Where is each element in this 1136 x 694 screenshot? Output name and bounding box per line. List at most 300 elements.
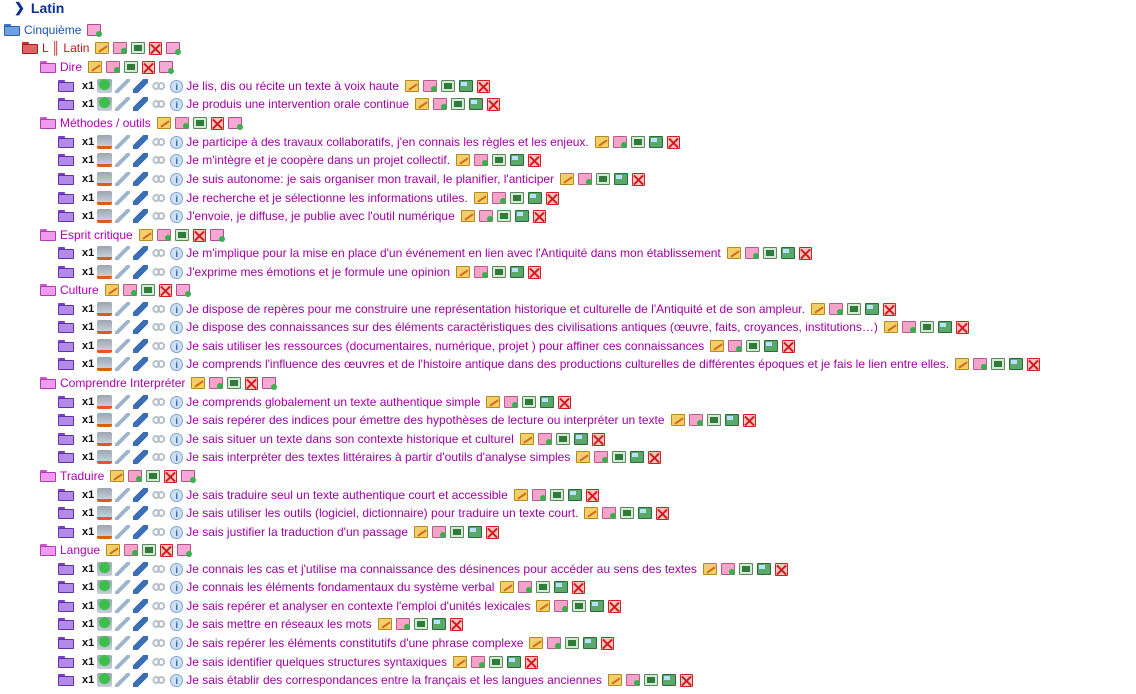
- info-icon[interactable]: i: [170, 526, 183, 539]
- item-label[interactable]: Je sais situer un texte dans son contexte historique et culturel: [186, 432, 514, 446]
- notes-icon[interactable]: [441, 80, 455, 92]
- delete-icon[interactable]: [1027, 358, 1040, 371]
- add-document-icon[interactable]: [613, 136, 627, 148]
- edit-icon[interactable]: [560, 173, 574, 185]
- node-label[interactable]: Traduire: [60, 469, 105, 483]
- add-document-icon[interactable]: [471, 656, 485, 668]
- add-document-icon[interactable]: [721, 563, 735, 575]
- delete-icon[interactable]: [149, 42, 162, 55]
- image-icon[interactable]: [1009, 358, 1023, 370]
- tree-node-11[interactable]: [40, 226, 224, 244]
- basket-icon[interactable]: [97, 172, 112, 186]
- image-icon[interactable]: [638, 507, 652, 519]
- info-icon[interactable]: i: [170, 154, 183, 167]
- pen-icon[interactable]: [133, 562, 148, 576]
- image-icon[interactable]: [469, 98, 483, 110]
- info-icon[interactable]: i: [170, 98, 183, 111]
- info-icon[interactable]: i: [170, 210, 183, 223]
- delete-icon[interactable]: [667, 136, 680, 149]
- edit-icon[interactable]: [191, 377, 205, 389]
- image-icon[interactable]: [510, 266, 524, 278]
- basket-icon[interactable]: [97, 432, 112, 446]
- delete-icon[interactable]: [193, 229, 206, 242]
- add-folder-icon[interactable]: [159, 61, 173, 73]
- info-icon[interactable]: i: [170, 489, 183, 502]
- competency-item[interactable]: [58, 393, 571, 411]
- pen-icon[interactable]: [133, 488, 148, 502]
- link-icon[interactable]: [151, 265, 166, 279]
- basket-icon[interactable]: [97, 357, 112, 371]
- info-icon[interactable]: i: [170, 414, 183, 427]
- notes-icon[interactable]: [920, 321, 934, 333]
- image-icon[interactable]: [865, 303, 879, 315]
- delete-icon[interactable]: [608, 600, 621, 613]
- pen-icon[interactable]: [133, 617, 148, 631]
- link-icon[interactable]: [151, 599, 166, 613]
- delete-icon[interactable]: [648, 451, 661, 464]
- image-icon[interactable]: [764, 340, 778, 352]
- item-label[interactable]: Je sais utiliser les outils (logiciel, dictionnaire) pour traduire un texte court.: [186, 506, 579, 520]
- link-icon[interactable]: [151, 97, 166, 111]
- tree-node-14[interactable]: [40, 281, 190, 299]
- image-icon[interactable]: [757, 563, 771, 575]
- image-icon[interactable]: [781, 247, 795, 259]
- pencil-icon[interactable]: [115, 432, 130, 446]
- delete-icon[interactable]: [586, 489, 599, 502]
- notes-icon[interactable]: [612, 451, 626, 463]
- edit-icon[interactable]: [95, 42, 109, 54]
- basket-icon[interactable]: [97, 153, 112, 167]
- link-icon[interactable]: [151, 79, 166, 93]
- item-label[interactable]: Je sais identifier quelques structures syntaxiques: [186, 655, 448, 669]
- notes-icon[interactable]: [131, 42, 145, 54]
- add-document-icon[interactable]: [492, 192, 506, 204]
- item-label[interactable]: Je sais établir des correspondances entre la français et les langues anciennes: [186, 673, 602, 687]
- item-label[interactable]: Je sais repérer les éléments constitutifs d'une phrase complexe: [186, 636, 524, 650]
- add-document-icon[interactable]: [829, 303, 843, 315]
- item-label[interactable]: Je sais repérer et analyser en contexte l'emploi d'unités lexicales: [186, 599, 531, 613]
- image-icon[interactable]: [630, 451, 644, 463]
- item-label[interactable]: Je sais traduire seul un texte authentique court et accessible: [186, 488, 508, 502]
- basket-icon[interactable]: [97, 320, 112, 334]
- notes-icon[interactable]: [991, 358, 1005, 370]
- basket-icon[interactable]: [97, 339, 112, 353]
- delete-icon[interactable]: [656, 507, 669, 520]
- add-document-icon[interactable]: [602, 507, 616, 519]
- add-document-icon[interactable]: [113, 42, 127, 54]
- notes-icon[interactable]: [739, 563, 753, 575]
- pencil-icon[interactable]: [115, 320, 130, 334]
- link-icon[interactable]: [151, 636, 166, 650]
- competency-item[interactable]: [58, 615, 463, 633]
- info-icon[interactable]: i: [170, 136, 183, 149]
- basket-icon[interactable]: [97, 525, 112, 539]
- pen-icon[interactable]: [133, 246, 148, 260]
- pen-icon[interactable]: [133, 320, 148, 334]
- info-icon[interactable]: i: [170, 80, 183, 93]
- pen-icon[interactable]: [133, 432, 148, 446]
- add-document-icon[interactable]: [474, 266, 488, 278]
- delete-icon[interactable]: [799, 247, 812, 260]
- delete-icon[interactable]: [601, 637, 614, 650]
- add-document-icon[interactable]: [594, 451, 608, 463]
- add-document-icon[interactable]: [128, 470, 142, 482]
- notes-icon[interactable]: [620, 507, 634, 519]
- add-document-icon[interactable]: [209, 377, 223, 389]
- pen-icon[interactable]: [133, 655, 148, 669]
- pencil-icon[interactable]: [115, 153, 130, 167]
- add-folder-icon[interactable]: [228, 117, 242, 129]
- delete-icon[interactable]: [775, 563, 788, 576]
- info-icon[interactable]: i: [170, 303, 183, 316]
- pencil-icon[interactable]: [115, 562, 130, 576]
- competency-item[interactable]: [58, 634, 614, 652]
- edit-icon[interactable]: [88, 61, 102, 73]
- link-icon[interactable]: [151, 172, 166, 186]
- notes-icon[interactable]: [536, 581, 550, 593]
- add-document-icon[interactable]: [554, 600, 568, 612]
- link-icon[interactable]: [151, 209, 166, 223]
- pencil-icon[interactable]: [115, 450, 130, 464]
- edit-icon[interactable]: [106, 544, 120, 556]
- download-icon[interactable]: [97, 562, 112, 576]
- pencil-icon[interactable]: [115, 413, 130, 427]
- competency-item[interactable]: [58, 337, 795, 355]
- delete-icon[interactable]: [782, 340, 795, 353]
- competency-item[interactable]: [58, 671, 693, 689]
- item-label[interactable]: Je sais utiliser les ressources (documentaires, numérique, projet ) pour affiner ces connaissances: [186, 339, 705, 353]
- notes-icon[interactable]: [142, 544, 156, 556]
- competency-item[interactable]: [58, 578, 585, 596]
- pencil-icon[interactable]: [115, 395, 130, 409]
- basket-icon[interactable]: [97, 209, 112, 223]
- pencil-icon[interactable]: [115, 135, 130, 149]
- tree-node-5[interactable]: [40, 114, 242, 132]
- image-icon[interactable]: [515, 210, 529, 222]
- competency-item[interactable]: [58, 263, 541, 281]
- delete-icon[interactable]: [160, 544, 173, 557]
- edit-icon[interactable]: [584, 507, 598, 519]
- pencil-icon[interactable]: [115, 302, 130, 316]
- competency-item[interactable]: [58, 560, 788, 578]
- item-label[interactable]: Je m'intègre et je coopère dans un projet collectif.: [186, 153, 451, 167]
- pen-icon[interactable]: [133, 339, 148, 353]
- delete-icon[interactable]: [486, 526, 499, 539]
- pen-icon[interactable]: [133, 191, 148, 205]
- delete-icon[interactable]: [477, 80, 490, 93]
- competency-item[interactable]: [58, 95, 500, 113]
- add-document-icon[interactable]: [902, 321, 916, 333]
- add-document-icon[interactable]: [728, 340, 742, 352]
- pencil-icon[interactable]: [115, 265, 130, 279]
- edit-icon[interactable]: [608, 674, 622, 686]
- link-icon[interactable]: [151, 432, 166, 446]
- pen-icon[interactable]: [133, 302, 148, 316]
- basket-icon[interactable]: [97, 488, 112, 502]
- delete-icon[interactable]: [528, 266, 541, 279]
- add-document-icon[interactable]: [479, 210, 493, 222]
- item-label[interactable]: Je lis, dis ou récite un texte à voix haute: [186, 79, 400, 93]
- info-icon[interactable]: i: [170, 433, 183, 446]
- edit-icon[interactable]: [105, 284, 119, 296]
- item-label[interactable]: Je produis une intervention orale continue: [186, 97, 410, 111]
- pen-icon[interactable]: [133, 135, 148, 149]
- pen-icon[interactable]: [133, 580, 148, 594]
- tree-node-19[interactable]: [40, 374, 276, 392]
- item-label[interactable]: Je connais les cas et j'utilise ma connaissance des désinences pour accéder au sens des textes: [186, 562, 697, 576]
- delete-icon[interactable]: [164, 470, 177, 483]
- node-label[interactable]: Cinquième: [24, 23, 82, 37]
- competency-item[interactable]: [58, 318, 969, 336]
- node-label[interactable]: Langue: [60, 543, 101, 557]
- item-label[interactable]: Je participe à des travaux collaboratifs, j'en connais les règles et les enjeux.: [186, 135, 589, 149]
- notes-icon[interactable]: [510, 192, 524, 204]
- item-label[interactable]: Je sais justifier la traduction d'un passage: [186, 525, 408, 539]
- add-document-icon[interactable]: [423, 80, 437, 92]
- add-document-icon[interactable]: [433, 98, 447, 110]
- item-label[interactable]: Je sais repérer des indices pour émettre des hypothèses de lecture ou interpréter un texte: [186, 413, 665, 427]
- pencil-icon[interactable]: [115, 599, 130, 613]
- node-label[interactable]: Méthodes / outils: [60, 116, 151, 130]
- image-icon[interactable]: [554, 581, 568, 593]
- competency-item[interactable]: [58, 411, 756, 429]
- tree-node-28[interactable]: [40, 541, 191, 559]
- pencil-icon[interactable]: [115, 655, 130, 669]
- competency-item[interactable]: [58, 151, 541, 169]
- node-label[interactable]: Dire: [60, 60, 83, 74]
- pencil-icon[interactable]: [115, 673, 130, 687]
- item-label[interactable]: Je sais mettre en réseaux les mots: [186, 617, 372, 631]
- node-label[interactable]: Culture: [60, 283, 99, 297]
- competency-item[interactable]: [58, 133, 680, 151]
- notes-icon[interactable]: [497, 210, 511, 222]
- info-icon[interactable]: i: [170, 266, 183, 279]
- item-label[interactable]: Je sais interpréter des textes littéraires à partir d'outils d'analyse simples: [186, 450, 571, 464]
- edit-icon[interactable]: [520, 433, 534, 445]
- competency-item[interactable]: [58, 300, 896, 318]
- add-document-icon[interactable]: [157, 229, 171, 241]
- edit-icon[interactable]: [456, 266, 470, 278]
- info-icon[interactable]: i: [170, 321, 183, 334]
- item-label[interactable]: Je dispose de repères pour me construire une représentation historique et culturelle de l'Antiquité et de son ampleur.: [186, 302, 805, 316]
- add-folder-icon[interactable]: [87, 24, 101, 36]
- info-icon[interactable]: i: [170, 451, 183, 464]
- competency-item[interactable]: [58, 430, 605, 448]
- notes-icon[interactable]: [450, 526, 464, 538]
- basket-icon[interactable]: [97, 135, 112, 149]
- delete-icon[interactable]: [525, 656, 538, 669]
- add-document-icon[interactable]: [547, 637, 561, 649]
- delete-icon[interactable]: [632, 173, 645, 186]
- notes-icon[interactable]: [522, 396, 536, 408]
- edit-icon[interactable]: [536, 600, 550, 612]
- edit-icon[interactable]: [474, 192, 488, 204]
- pencil-icon[interactable]: [115, 525, 130, 539]
- info-icon[interactable]: i: [170, 396, 183, 409]
- pen-icon[interactable]: [133, 265, 148, 279]
- basket-icon[interactable]: [97, 191, 112, 205]
- add-folder-icon[interactable]: [181, 470, 195, 482]
- info-icon[interactable]: i: [170, 600, 183, 613]
- pencil-icon[interactable]: [115, 580, 130, 594]
- add-folder-icon[interactable]: [176, 284, 190, 296]
- link-icon[interactable]: [151, 191, 166, 205]
- competency-item[interactable]: [58, 244, 812, 262]
- add-document-icon[interactable]: [504, 396, 518, 408]
- edit-icon[interactable]: [486, 396, 500, 408]
- competency-item[interactable]: [58, 653, 538, 671]
- notes-icon[interactable]: [175, 229, 189, 241]
- add-document-icon[interactable]: [396, 618, 410, 630]
- edit-icon[interactable]: [461, 210, 475, 222]
- edit-icon[interactable]: [500, 581, 514, 593]
- edit-icon[interactable]: [884, 321, 898, 333]
- tree-node-1[interactable]: [22, 39, 180, 57]
- add-document-icon[interactable]: [538, 433, 552, 445]
- add-folder-icon[interactable]: [210, 229, 224, 241]
- pencil-icon[interactable]: [115, 339, 130, 353]
- add-document-icon[interactable]: [124, 544, 138, 556]
- info-icon[interactable]: i: [170, 247, 183, 260]
- image-icon[interactable]: [568, 489, 582, 501]
- info-icon[interactable]: i: [170, 173, 183, 186]
- image-icon[interactable]: [468, 526, 482, 538]
- download-icon[interactable]: [97, 97, 112, 111]
- image-icon[interactable]: [583, 637, 597, 649]
- info-icon[interactable]: i: [170, 507, 183, 520]
- edit-icon[interactable]: [453, 656, 467, 668]
- download-icon[interactable]: [97, 673, 112, 687]
- notes-icon[interactable]: [565, 637, 579, 649]
- pencil-icon[interactable]: [115, 357, 130, 371]
- link-icon[interactable]: [151, 320, 166, 334]
- edit-icon[interactable]: [405, 80, 419, 92]
- notes-icon[interactable]: [746, 340, 760, 352]
- delete-icon[interactable]: [142, 61, 155, 74]
- link-icon[interactable]: [151, 673, 166, 687]
- add-document-icon[interactable]: [175, 117, 189, 129]
- competency-item[interactable]: [58, 523, 499, 541]
- add-document-icon[interactable]: [518, 581, 532, 593]
- link-icon[interactable]: [151, 395, 166, 409]
- basket-icon[interactable]: [97, 450, 112, 464]
- competency-item[interactable]: [58, 207, 546, 225]
- pencil-icon[interactable]: [115, 246, 130, 260]
- edit-icon[interactable]: [456, 154, 470, 166]
- edit-icon[interactable]: [378, 618, 392, 630]
- pen-icon[interactable]: [133, 209, 148, 223]
- competency-item[interactable]: [58, 486, 599, 504]
- pencil-icon[interactable]: [115, 617, 130, 631]
- image-icon[interactable]: [540, 396, 554, 408]
- node-label[interactable]: Esprit critique: [60, 228, 133, 242]
- basket-icon[interactable]: [97, 395, 112, 409]
- download-icon[interactable]: [97, 79, 112, 93]
- item-label[interactable]: Je comprends globalement un texte authentique simple: [186, 395, 481, 409]
- info-icon[interactable]: i: [170, 674, 183, 687]
- competency-item[interactable]: [58, 448, 661, 466]
- info-icon[interactable]: i: [170, 637, 183, 650]
- notes-icon[interactable]: [451, 98, 465, 110]
- image-icon[interactable]: [507, 656, 521, 668]
- pen-icon[interactable]: [133, 172, 148, 186]
- link-icon[interactable]: [151, 506, 166, 520]
- image-icon[interactable]: [574, 433, 588, 445]
- delete-icon[interactable]: [592, 433, 605, 446]
- pencil-icon[interactable]: [115, 636, 130, 650]
- notes-icon[interactable]: [763, 247, 777, 259]
- pencil-icon[interactable]: [115, 97, 130, 111]
- delete-icon[interactable]: [883, 303, 896, 316]
- basket-icon[interactable]: [97, 413, 112, 427]
- info-icon[interactable]: i: [170, 656, 183, 669]
- delete-icon[interactable]: [528, 154, 541, 167]
- tree-node-0[interactable]: [4, 21, 101, 39]
- download-icon[interactable]: [97, 617, 112, 631]
- delete-icon[interactable]: [956, 321, 969, 334]
- edit-icon[interactable]: [414, 526, 428, 538]
- delete-icon[interactable]: [487, 98, 500, 111]
- add-document-icon[interactable]: [973, 358, 987, 370]
- image-icon[interactable]: [432, 618, 446, 630]
- image-icon[interactable]: [614, 173, 628, 185]
- basket-icon[interactable]: [97, 246, 112, 260]
- image-icon[interactable]: [590, 600, 604, 612]
- pencil-icon[interactable]: [115, 172, 130, 186]
- notes-icon[interactable]: [193, 117, 207, 129]
- link-icon[interactable]: [151, 413, 166, 427]
- item-label[interactable]: J'envoie, je diffuse, je publie avec l'outil numérique: [186, 209, 455, 223]
- competency-item[interactable]: [58, 77, 490, 95]
- add-document-icon[interactable]: [123, 284, 137, 296]
- pencil-icon[interactable]: [115, 506, 130, 520]
- edit-icon[interactable]: [576, 451, 590, 463]
- info-icon[interactable]: i: [170, 340, 183, 353]
- link-icon[interactable]: [151, 562, 166, 576]
- info-icon[interactable]: i: [170, 563, 183, 576]
- link-icon[interactable]: [151, 450, 166, 464]
- edit-icon[interactable]: [671, 414, 685, 426]
- basket-icon[interactable]: [97, 265, 112, 279]
- edit-icon[interactable]: [415, 98, 429, 110]
- item-label[interactable]: Je comprends l'influence des œuvres et de l'histoire antique dans des productions culturelles de différentes époques et je fais le lien entre elles.: [186, 357, 950, 371]
- info-icon[interactable]: i: [170, 358, 183, 371]
- link-icon[interactable]: [151, 246, 166, 260]
- download-icon[interactable]: [97, 655, 112, 669]
- pencil-icon[interactable]: [115, 209, 130, 223]
- link-icon[interactable]: [151, 357, 166, 371]
- competency-item[interactable]: [58, 504, 669, 522]
- info-icon[interactable]: i: [170, 581, 183, 594]
- item-label[interactable]: Je suis autonome: je sais organiser mon travail, le planifier, l'anticiper: [186, 172, 555, 186]
- basket-icon[interactable]: [97, 506, 112, 520]
- competency-item[interactable]: [58, 597, 621, 615]
- notes-icon[interactable]: [227, 377, 241, 389]
- link-icon[interactable]: [151, 135, 166, 149]
- delete-icon[interactable]: [533, 210, 546, 223]
- add-document-icon[interactable]: [626, 674, 640, 686]
- notes-icon[interactable]: [644, 674, 658, 686]
- edit-icon[interactable]: [157, 117, 171, 129]
- notes-icon[interactable]: [489, 656, 503, 668]
- download-icon[interactable]: [97, 599, 112, 613]
- download-icon[interactable]: [97, 636, 112, 650]
- link-icon[interactable]: [151, 302, 166, 316]
- delete-icon[interactable]: [450, 618, 463, 631]
- tree-node-2[interactable]: [40, 58, 173, 76]
- edit-icon[interactable]: [529, 637, 543, 649]
- image-icon[interactable]: [459, 80, 473, 92]
